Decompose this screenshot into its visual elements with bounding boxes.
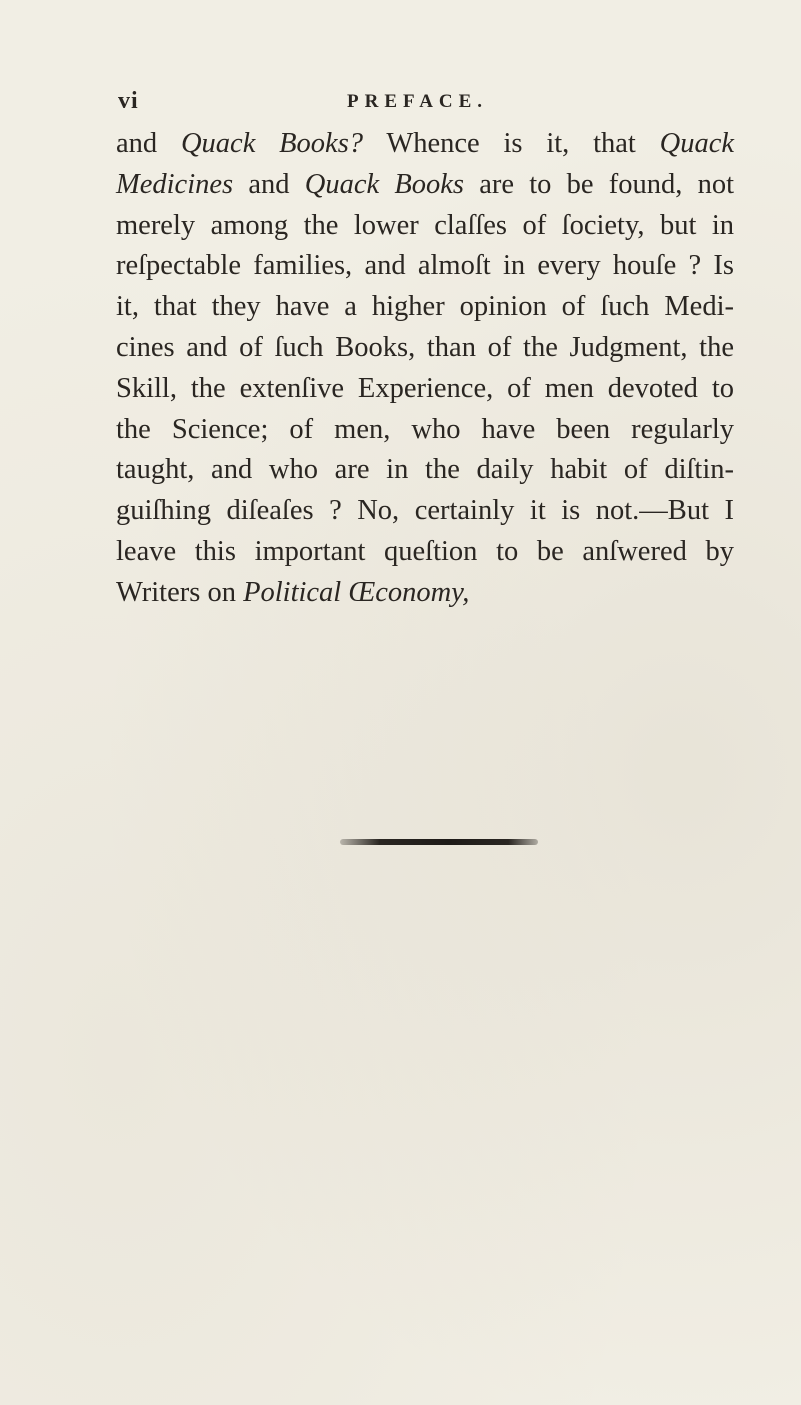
text-line: and Quack Books? Whence is it, that Quack bbox=[116, 128, 735, 159]
text-line: Medicines and Quack Books are to be found, not bbox=[116, 168, 735, 200]
text-line: merely among the lower claſſes of ſociety, but in bbox=[116, 209, 734, 241]
page-number: vi bbox=[118, 88, 139, 114]
text-line: Writers on Political Œconomy, bbox=[116, 576, 470, 608]
text-line: taught, and who are in the daily habit of diſtin- bbox=[116, 454, 734, 486]
text-line: it, that they have a higher opinion of ſuch Medi- bbox=[116, 291, 734, 323]
section-end-rule bbox=[340, 839, 538, 845]
text-line: the Science; of men, who have been regularly bbox=[116, 413, 734, 445]
text-line: leave this important queſtion to be anſwered by bbox=[116, 535, 734, 567]
body-text bbox=[116, 124, 734, 614]
text-line: Skill, the extenſive Experience, of men devoted to bbox=[116, 372, 734, 404]
text-line: guiſhing diſeaſes ? No, certainly it is not.—But I bbox=[116, 495, 734, 527]
running-head: PREFACE. bbox=[347, 91, 489, 112]
text-line: reſpectable families, and almoſt in every houſe ? Is bbox=[116, 250, 734, 282]
page-header bbox=[118, 88, 718, 118]
text-line: cines and of ſuch Books, than of the Judgment, the bbox=[116, 331, 734, 363]
